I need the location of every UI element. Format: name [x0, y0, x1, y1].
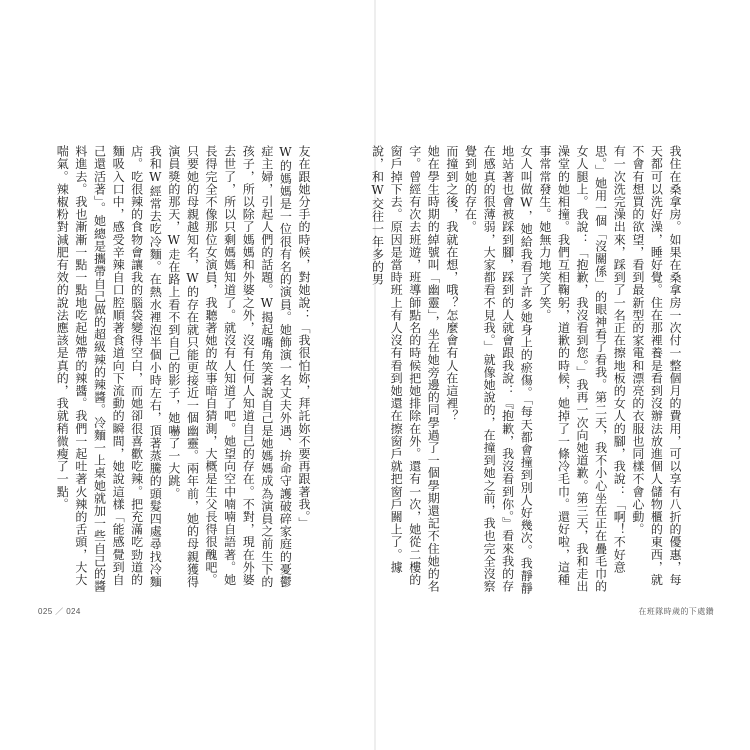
- running-title: 在班隊時歲的下處鑽: [638, 607, 714, 616]
- right-page-body-text: 我住在桑拿房。如果在桑拿房一次付一整個月的費用，可以享有八折的優惠，每天都可以洗好澡，睡好覺。住在那裡養是看到沒辦法放進個人儲物櫃的東西，就不會有想買的欲望，看到最新型的家電和漂亮的衣服也同樣不會心動。 有一次洗完澡出來，踩到了一名正在擦地板的女人的腳，我說：「啊！不好意思。」她用一個「沒關係」的眼神看了看我。第二天，我不小心坐在正在疊毛巾的女人腿上。我說：「抱歉，我沒看到您。」我再一次向她道歉。第三天，我和走出澡堂的她相撞。我們互相鞠躬，道歉的時候，她掉了一條冷毛巾。還好啦，這種事常常發生。她無力地笑了笑。 女人叫做W，她給我看了許多她身上的瘀傷。「每天都會撞到別人好幾次。我靜靜地站著也會被踩到腳，踩到的人就會跟我說：『抱歉，我沒看到你。』看來我的存在感真的很薄弱，大家都看不見我。」就像她說的，在撞到她之前，我也完全沒察覺到她的存在。 而撞到之後，我就在想，哦？怎麼會有人在這裡？ 她在學生時期的綽號叫「幽靈」，坐在她旁邊的同學過了一個學期還記不住她的名字。曾經有次去班遊，班導師點名的時候把她排除在外。還有一次，她從二樓的窗戶掉下去。原因是當時班上有人沒有看到她還在擦窗戶就把窗戶關上了。據說，和W交往一年多的男: [370, 145, 682, 595]
- left-page-body-text: 友在跟她分手的時候，對她說：「我很怕妳，拜託妳不要再跟著我。」 W的媽媽是一位很有名的演員。她飾演一名丈夫外遇、拚命守護破碎家庭的憂鬱症主婦，引起人們的話題。W揭起嘴角笑著說自己是她媽媽成為演員之前生下的孩子，所以除了媽媽和外婆之外，沒有任何人知道自己的存在。不對，現在外婆去世了，所以只剩媽媽知道了。就沒有人知道了吧。她望向空中喃喃自語著。她長得完全不像那位女演員，我聽著她的故事暗自猜測，大概是生父長得很醜吧。只要她的母親越知名，W的存在就只能更接近一個幽靈。兩年前，她的母親獲得演員獎的那天，W走在路上看不到自己的影子，她嚇了一大跳。 我和W經常去吃冷麵。在熱水裡泡半個小時左右，頂著蒸騰的頭髮四處尋找冷麵店。吃很辣的食物會讓我的腦袋變得空白，而她卻很喜歡吃辣。把充滿吃勁道的麵吸入口中，感受辛辣自口腔順著食道向下流動的瞬間，她說這樣「能感覺到自己還活著」。她總是攜帶自己做的超級辣的辣醬。冷麵一上桌她就加一些自己的醬料進去。我也漸漸一點一點地吃起她帶的辣醬。我們一起吐著火辣的舌頭，大大喘氣。辣椒粉對減肥有效的說法應該是真的，我就稍微瘦了一點。: [55, 145, 311, 593]
- page-number: 025 ／ 024: [38, 607, 81, 616]
- right-page: [370, 0, 750, 750]
